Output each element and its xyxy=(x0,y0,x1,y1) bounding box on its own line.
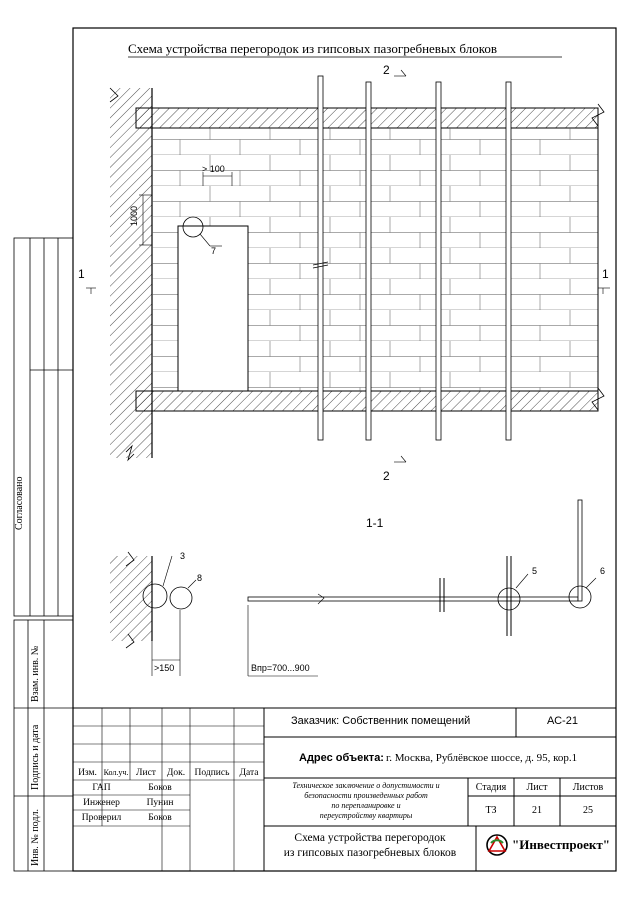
stage-header: Стадия xyxy=(475,782,507,793)
name-checked: Боков xyxy=(148,813,172,823)
drawing-title: Схема устройства перегородок из гипсовых пазогребневых блоков xyxy=(128,41,497,56)
customer-label: Заказчик: Собственник помещений xyxy=(291,715,471,727)
company-logo-icon xyxy=(487,835,507,855)
stamp-soglasovano: Согласовано xyxy=(14,476,25,530)
description-line-4: переустройству квартиры xyxy=(319,811,413,820)
callout-5: 5 xyxy=(532,566,538,576)
section-mark-1-right: 1 xyxy=(602,267,609,281)
stage-value: ТЗ xyxy=(485,805,497,816)
dimension-bpr: Впр=700...900 xyxy=(251,663,310,673)
header-list: Лист xyxy=(136,768,156,778)
stamp-inv-podl: Инв. № подл. xyxy=(30,809,41,866)
sheet-header: Лист xyxy=(526,782,548,793)
drawing-code: АС-21 xyxy=(547,715,578,727)
address-value: г. Москва, Рублёвское шоссе, д. 95, кор.1 xyxy=(386,752,578,764)
sheets-header: Листов xyxy=(572,782,604,793)
header-podpis: Подпись xyxy=(194,768,230,778)
callout-6: 6 xyxy=(600,566,606,576)
dimension-gt100: > 100 xyxy=(202,164,225,174)
role-checked: Проверил xyxy=(81,813,122,823)
description-line-1: Техническое заключение о допустимости и xyxy=(292,781,440,790)
callout-7: 7 xyxy=(211,246,217,256)
description-line-3: по перепланировке и xyxy=(331,801,401,810)
drawing-name-line-1: Схема устройства перегородок xyxy=(294,832,446,844)
dimension-gt150: >150 xyxy=(154,663,175,673)
header-data: Дата xyxy=(239,768,259,778)
section-mark-2-bottom: 2 xyxy=(383,469,390,483)
sheet-value: 21 xyxy=(532,805,542,816)
header-izm: Изм. xyxy=(78,768,97,778)
stamp-podpis-data: Подпись и дата xyxy=(30,724,41,790)
stamp-vzam-inv: Взам. инв. № xyxy=(30,645,41,702)
address-label: Адрес объекта: xyxy=(299,752,384,764)
role-engineer: Инженер xyxy=(83,798,120,808)
header-dok: Док. xyxy=(166,768,186,778)
section-mark-2-top: 2 xyxy=(383,63,390,77)
section-mark-1-left: 1 xyxy=(78,267,85,281)
callout-8: 8 xyxy=(197,573,203,583)
sheets-value: 25 xyxy=(583,805,593,816)
section-title: 1-1 xyxy=(366,516,384,530)
name-gap: Боков xyxy=(148,783,172,793)
dimension-1000: 1000 xyxy=(129,205,139,226)
description-line-2: безопасности произведенных работ xyxy=(304,791,428,800)
role-gap: ГАП xyxy=(92,783,111,793)
callout-3: 3 xyxy=(180,551,186,561)
company-name: "Инвестпроект" xyxy=(512,837,611,852)
name-engineer: Пунин xyxy=(146,798,174,808)
drawing-name-line-2: из гипсовых пазогребневых блоков xyxy=(283,847,457,859)
header-kol-uch: Кол.уч. xyxy=(103,768,129,777)
section-1-1 xyxy=(110,500,596,676)
left-stamp xyxy=(14,238,73,871)
